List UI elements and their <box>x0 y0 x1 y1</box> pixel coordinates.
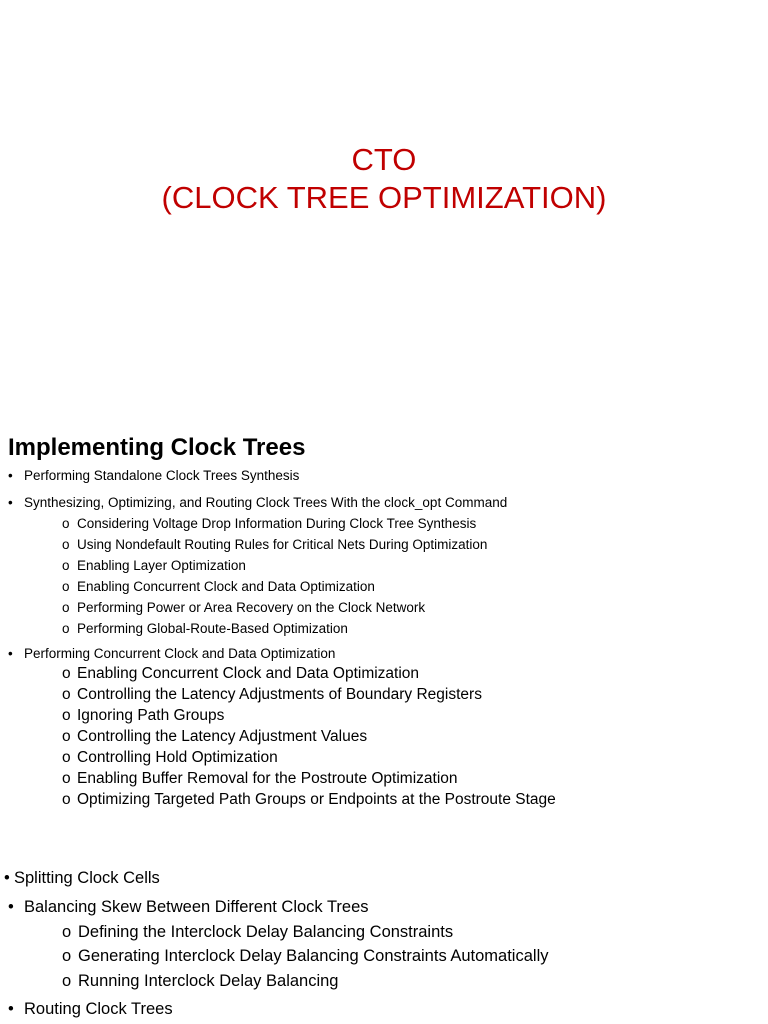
sub-list-item: o Performing Global-Route-Based Optimization <box>62 621 348 636</box>
section-heading: Implementing Clock Trees <box>8 434 306 461</box>
sub-list-item: o Enabling Layer Optimization <box>62 558 246 573</box>
list-item: • Performing Concurrent Clock and Data Optimization <box>8 646 336 661</box>
list-item: • Balancing Skew Between Different Clock Trees <box>8 898 369 916</box>
circle-bullet-icon: o <box>62 558 70 573</box>
circle-bullet-icon: o <box>62 516 70 531</box>
sub-list-item: o Defining the Interclock Delay Balancing Constraints <box>62 923 454 941</box>
circle-bullet-icon: o <box>62 600 70 615</box>
circle-bullet-icon: o <box>62 621 70 636</box>
sub-list-item: o Optimizing Targeted Path Groups or Endpoints at the Postroute Stage <box>62 791 556 808</box>
list-item: • Synthesizing, Optimizing, and Routing Clock Trees With the clock_opt Command <box>8 495 508 510</box>
page-subtitle: (CLOCK TREE OPTIMIZATION) <box>161 180 607 215</box>
circle-bullet-icon: o <box>62 686 71 703</box>
circle-bullet-icon: o <box>62 749 71 766</box>
circle-bullet-icon: o <box>62 665 71 682</box>
circle-bullet-icon: o <box>62 791 71 808</box>
circle-bullet-icon: o <box>62 972 72 990</box>
sub-list-item: o Ignoring Path Groups <box>62 707 225 724</box>
circle-bullet-icon: o <box>62 923 72 941</box>
sub-list-item: o Generating Interclock Delay Balancing Constraints Automatically <box>62 947 549 965</box>
list-item: • Routing Clock Trees <box>8 1000 173 1018</box>
sub-list-item: o Running Interclock Delay Balancing <box>62 972 339 990</box>
circle-bullet-icon: o <box>62 579 70 594</box>
bullet-icon: • <box>8 1000 14 1018</box>
circle-bullet-icon: o <box>62 537 70 552</box>
list-item: • Splitting Clock Cells <box>4 869 160 887</box>
list-item: • Performing Standalone Clock Trees Synthesis <box>8 468 300 483</box>
sub-list-item: o Considering Voltage Drop Information During Clock Tree Synthesis <box>62 516 477 531</box>
circle-bullet-icon: o <box>62 770 71 787</box>
bullet-icon: • <box>8 646 13 661</box>
sub-list-item: o Controlling the Latency Adjustments of Boundary Registers <box>62 686 482 703</box>
sub-list-item: o Performing Power or Area Recovery on the Clock Network <box>62 600 426 615</box>
circle-bullet-icon: o <box>62 707 71 724</box>
sub-list-item: o Using Nondefault Routing Rules for Critical Nets During Optimization <box>62 537 488 552</box>
sub-list-item: o Enabling Buffer Removal for the Postroute Optimization <box>62 770 458 787</box>
circle-bullet-icon: o <box>62 947 72 965</box>
bullet-icon: • <box>4 869 10 887</box>
sub-list-item: o Controlling the Latency Adjustment Values <box>62 728 368 745</box>
circle-bullet-icon: o <box>62 728 71 745</box>
sub-list-item: o Enabling Concurrent Clock and Data Optimization <box>62 665 420 682</box>
bullet-icon: • <box>8 495 13 510</box>
sub-list-item: o Controlling Hold Optimization <box>62 749 278 766</box>
sub-list-item: o Enabling Concurrent Clock and Data Optimization <box>62 579 375 594</box>
page-title: CTO <box>351 142 417 177</box>
bullet-icon: • <box>8 898 14 916</box>
bullet-icon: • <box>8 468 13 483</box>
